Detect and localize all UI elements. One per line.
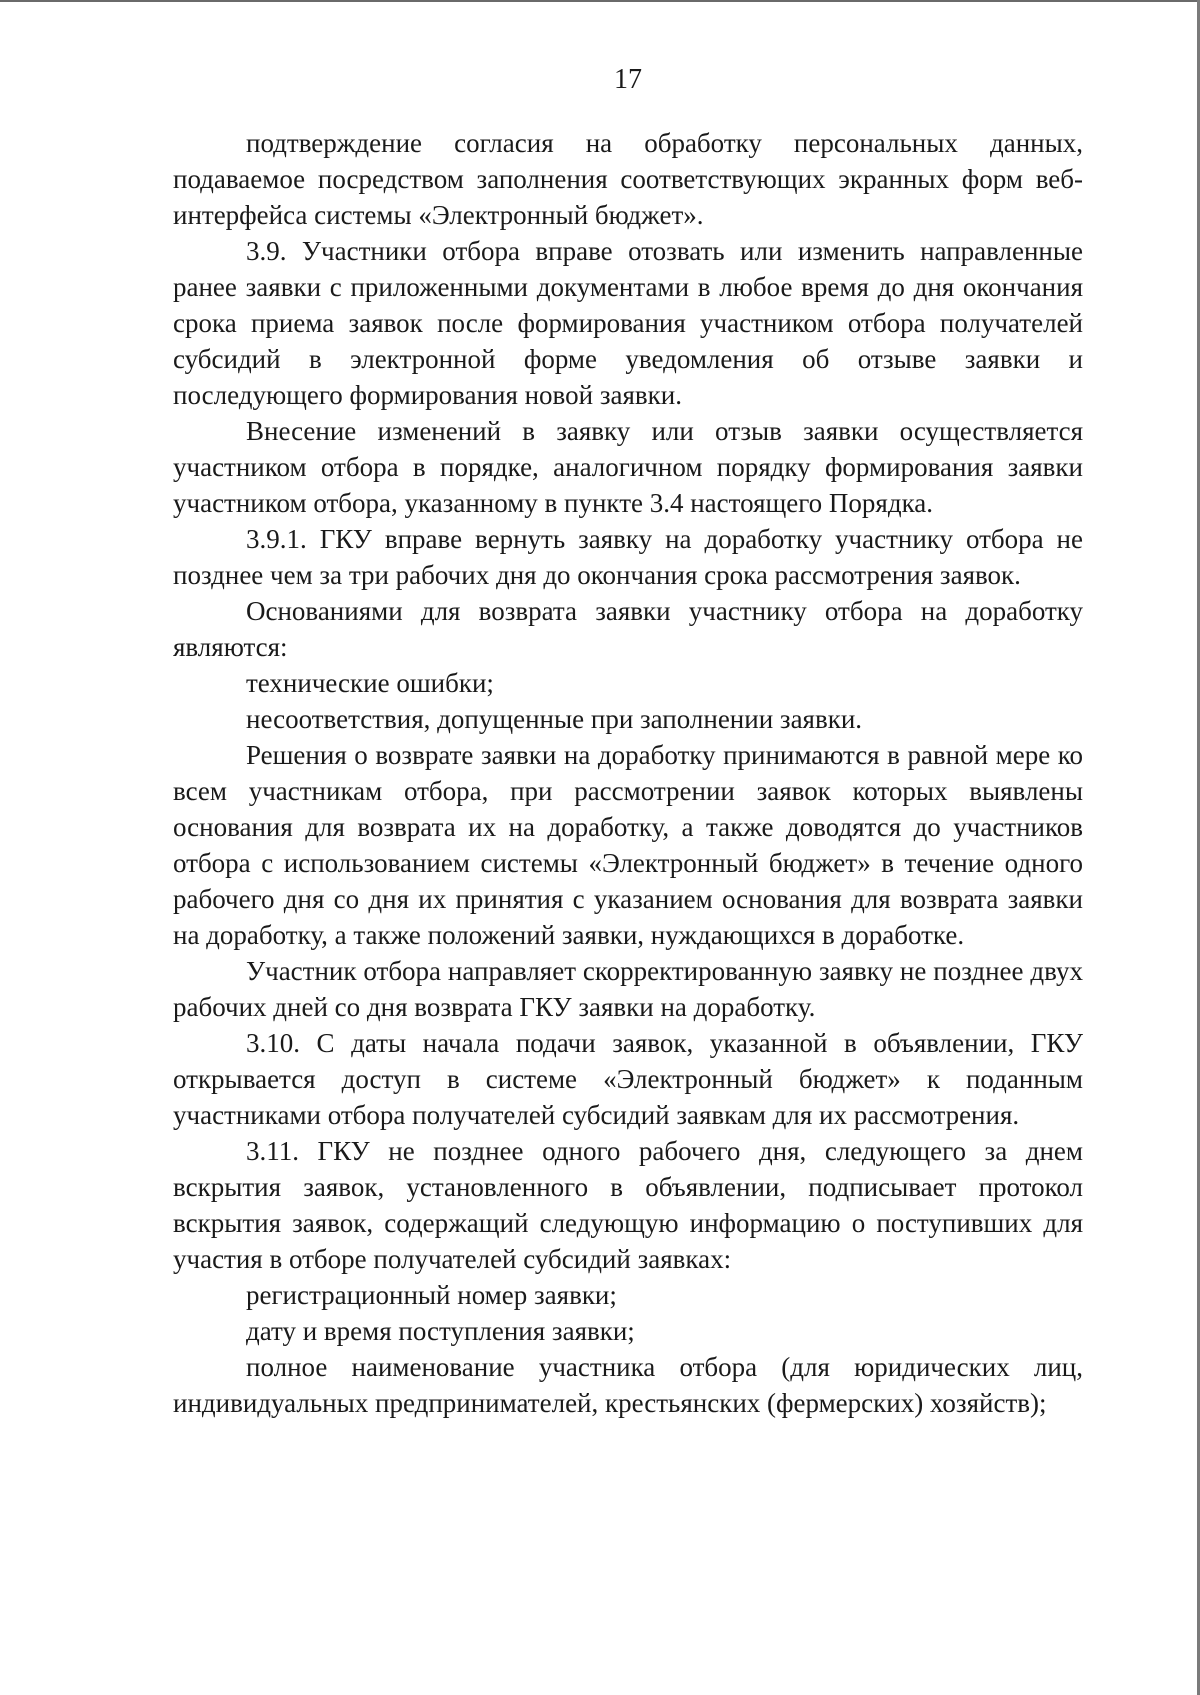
list-item-date-time: дату и время поступления заявки; [246,1316,635,1346]
document-body [173,125,1083,1421]
paragraph-3-9-1: 3.9.1. ГКУ вправе вернуть заявку на доработку участнику отбора не позднее чем за три рабочих дня до окончания срока рассмотрения заявок. [173,524,1083,590]
list-item-registration-number: регистрационный номер заявки; [246,1280,617,1310]
paragraph-3-9: 3.9. Участники отбора вправе отозвать или изменить направленные ранее заявки с приложенными документами в любое время до дня окончания срока приема заявок после формирования участником отбора получателей субсидий в электронной форме уведомления об отзыве заявки и последующего формирования новой заявки. [173,236,1083,410]
paragraph-return-decisions: Решения о возврате заявки на доработку принимаются в равной мере ко всем участникам отбора, при рассмотрении заявок которых выявлены основания для возврата их на доработку, а также доводятся до участников отбора с использованием системы «Электронный бюджет» в течение одного рабочего дня со дня их принятия с указанием основания для возврата заявки на доработку, а также положений заявки, нуждающихся в доработке. [173,740,1083,950]
paragraph-3-11: 3.11. ГКУ не позднее одного рабочего дня, следующего за днем вскрытия заявок, установленного в объявлении, подписывает протокол вскрытия заявок, содержащий следующую информацию о поступивших для участия в отборе получателей субсидий заявках: [173,1136,1083,1274]
paragraph-3-10: 3.10. С даты начала подачи заявок, указанной в объявлении, ГКУ открывается доступ в системе «Электронный бюджет» к поданным участниками отбора получателей субсидий заявкам для их рассмотрения. [173,1028,1083,1130]
paragraph-corrected-application: Участник отбора направляет скорректированную заявку не позднее двух рабочих дней со дня возврата ГКУ заявки на доработку. [173,956,1083,1022]
paragraph-grounds: Основаниями для возврата заявки участнику отбора на доработку являются: [173,596,1083,662]
paragraph-consent: подтверждение согласия на обработку персональных данных, подаваемое посредством заполнения соответствующих экранных форм веб-интерфейса системы «Электронный бюджет». [173,128,1083,230]
scan-edge-top [0,0,1200,2]
list-item-technical-errors: технические ошибки; [246,668,494,698]
list-item-inconsistencies: несоответствия, допущенные при заполнении заявки. [246,704,863,734]
list-item-full-name: полное наименование участника отбора (для юридических лиц, индивидуальных предпринимателей, крестьянских (фермерских) хозяйств); [173,1352,1083,1418]
paragraph-changes: Внесение изменений в заявку или отзыв заявки осуществляется участником отбора в порядке, аналогичном порядку формирования заявки участником отбора, указанному в пункте 3.4 настоящего Порядка. [173,416,1083,518]
page-number: 17 [614,64,642,95]
